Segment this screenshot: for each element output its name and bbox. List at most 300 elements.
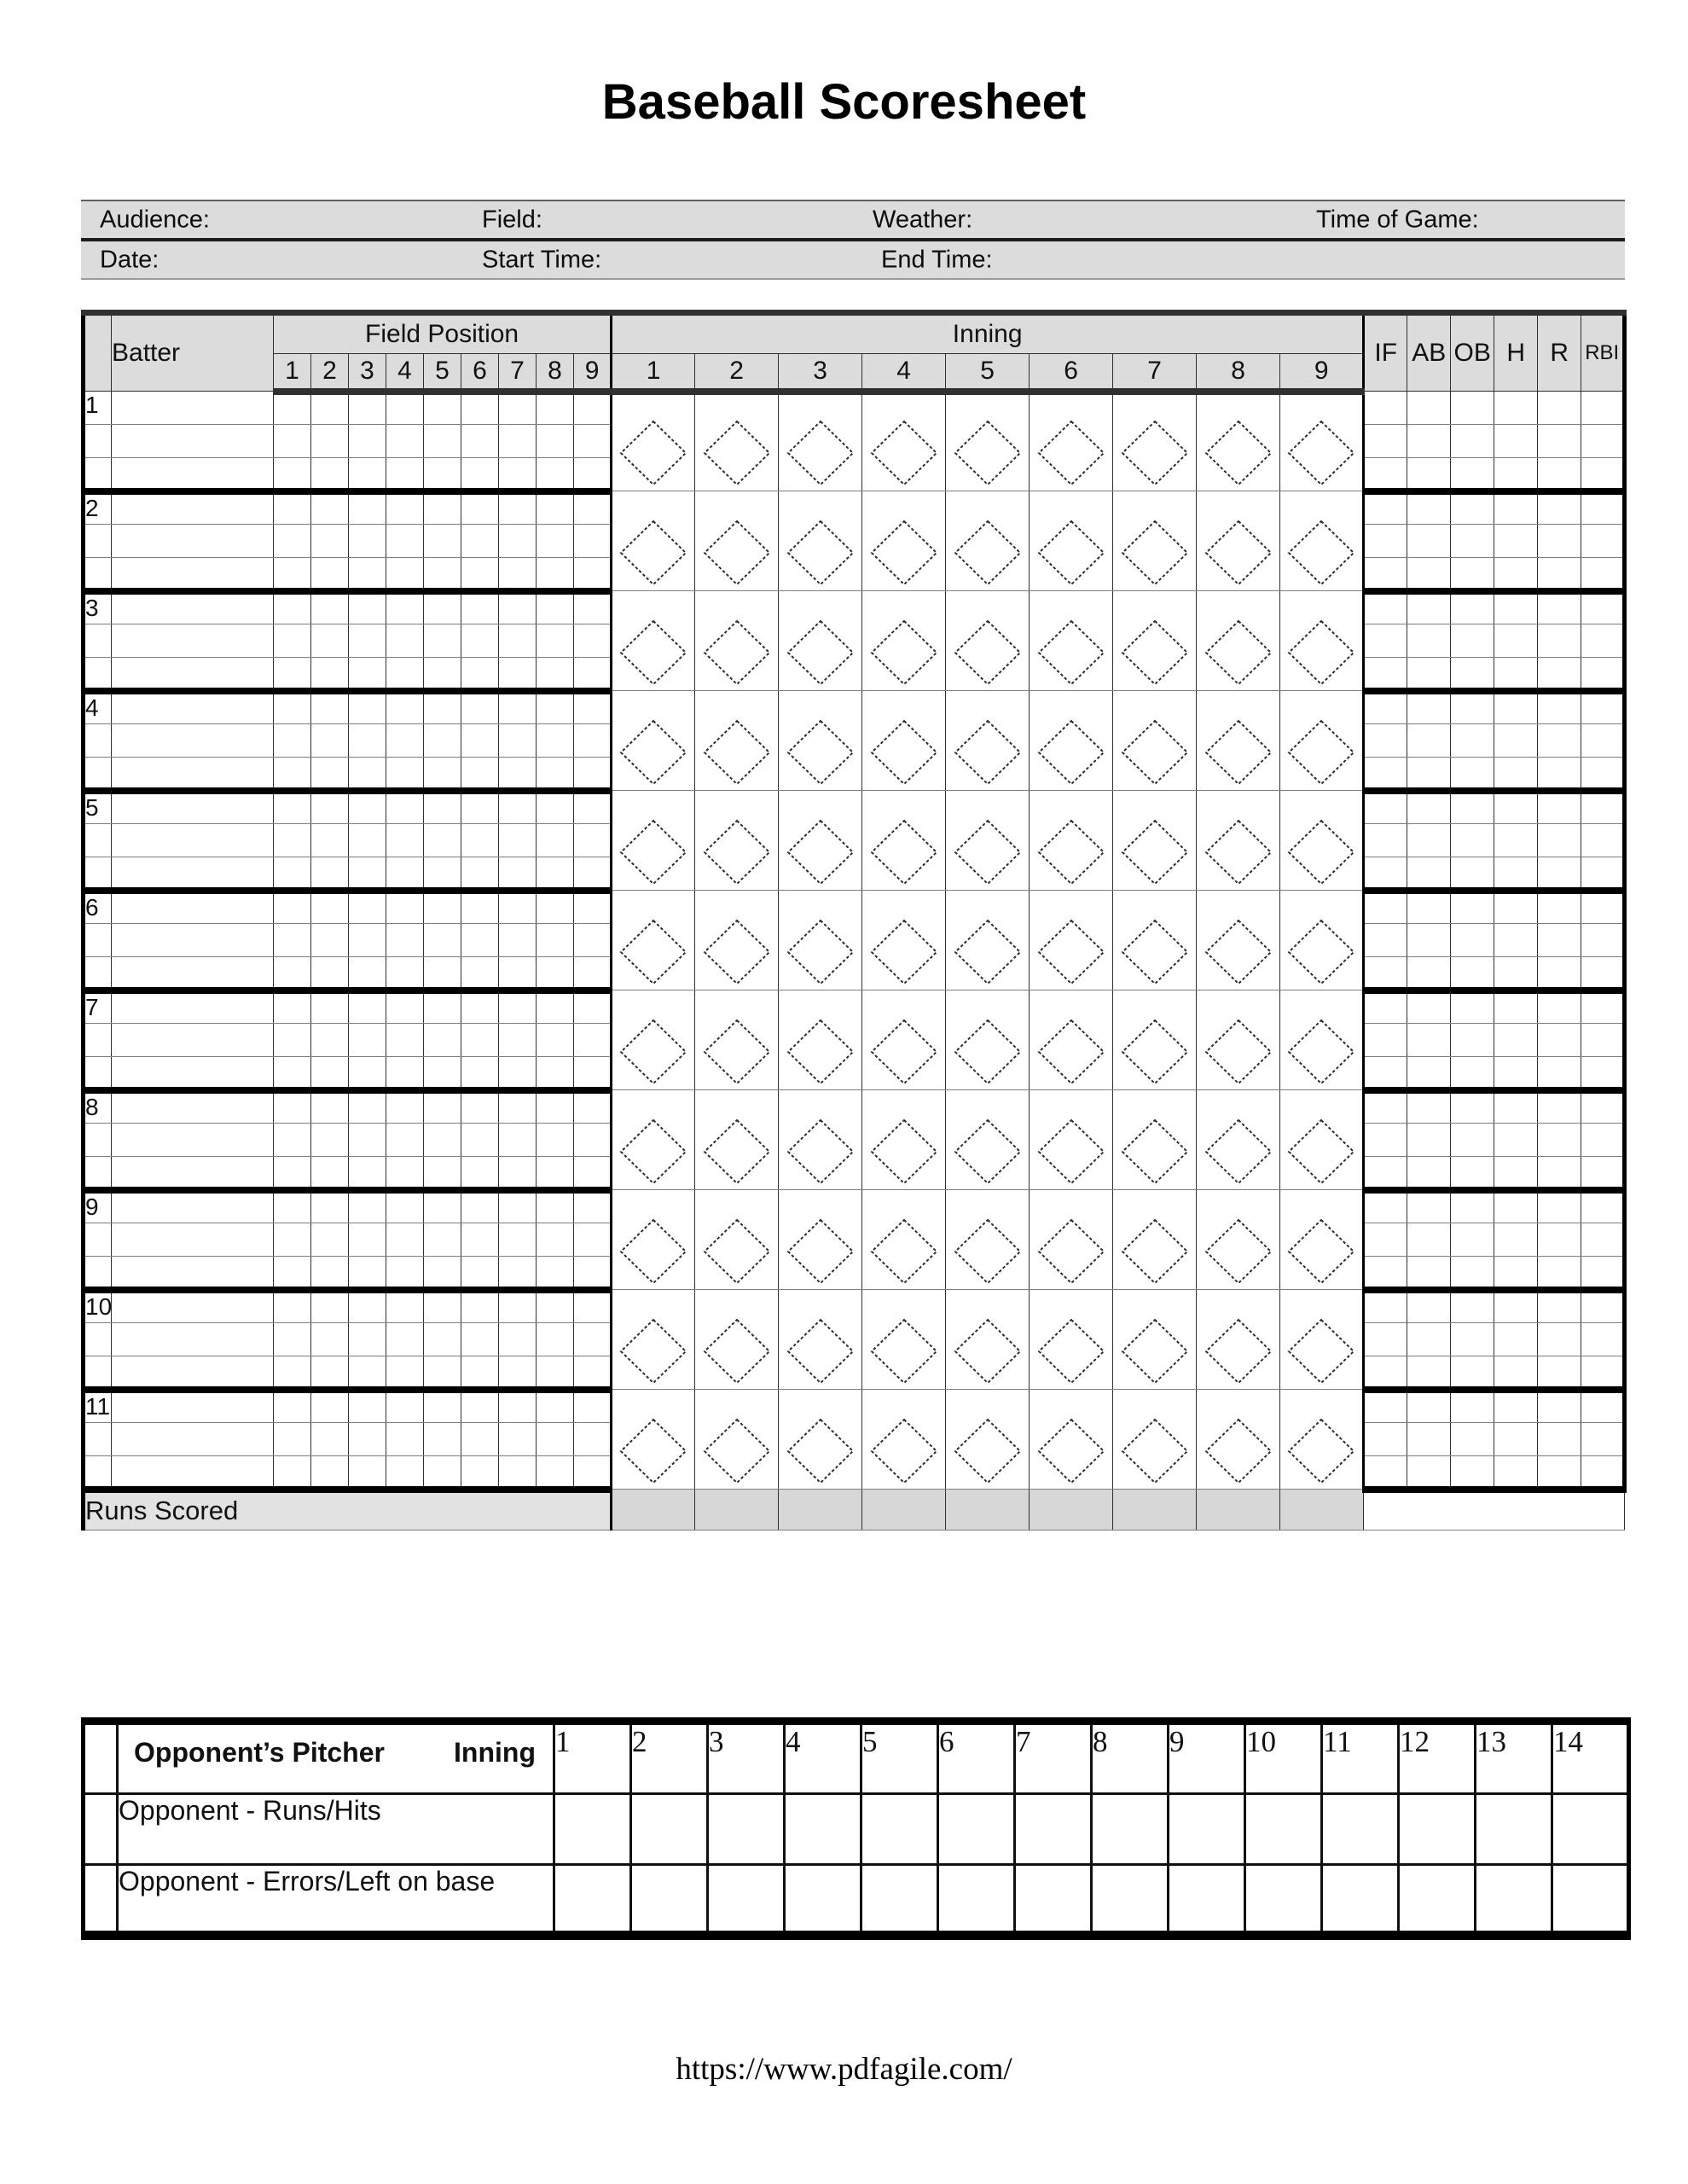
field-position-cell[interactable] <box>461 924 499 957</box>
field-position-cell[interactable] <box>574 624 612 658</box>
field-position-cell[interactable] <box>424 1390 461 1423</box>
inning-diamond-cell[interactable] <box>695 891 779 990</box>
field-position-cell[interactable] <box>424 1090 461 1124</box>
stat-cell[interactable] <box>1364 591 1407 624</box>
field-position-cell[interactable] <box>349 1223 386 1257</box>
stat-cell[interactable] <box>1581 791 1625 824</box>
stat-cell[interactable] <box>1494 857 1538 891</box>
field-position-cell[interactable] <box>311 691 349 724</box>
opponent-inning-cell[interactable] <box>554 1794 631 1865</box>
field-position-cell[interactable] <box>424 491 461 525</box>
stat-cell[interactable] <box>1538 1157 1581 1190</box>
field-position-cell[interactable] <box>537 1124 574 1157</box>
field-position-cell[interactable] <box>274 1423 311 1456</box>
stat-cell[interactable] <box>1407 1257 1451 1290</box>
field-position-cell[interactable] <box>461 624 499 658</box>
stat-cell[interactable] <box>1451 1423 1494 1456</box>
field-position-cell[interactable] <box>386 491 424 525</box>
stat-cell[interactable] <box>1538 1090 1581 1124</box>
field-position-cell[interactable] <box>574 1323 612 1356</box>
field-position-cell[interactable] <box>574 392 612 425</box>
field-position-cell[interactable] <box>537 525 574 558</box>
runs-scored-cell[interactable] <box>612 1490 695 1531</box>
field-position-cell[interactable] <box>311 458 349 491</box>
inning-diamond-cell[interactable] <box>1280 1190 1364 1290</box>
inning-diamond-cell[interactable] <box>1280 1290 1364 1390</box>
field-position-cell[interactable] <box>537 558 574 591</box>
stat-cell[interactable] <box>1538 824 1581 857</box>
inning-diamond-cell[interactable] <box>862 392 946 491</box>
field-position-cell[interactable] <box>386 724 424 758</box>
stat-cell[interactable] <box>1407 857 1451 891</box>
field-position-cell[interactable] <box>386 990 424 1024</box>
inning-diamond-cell[interactable] <box>612 591 695 691</box>
inning-diamond-cell[interactable] <box>946 491 1030 591</box>
stat-cell[interactable] <box>1364 724 1407 758</box>
stat-cell[interactable] <box>1538 1124 1581 1157</box>
stat-cell[interactable] <box>1494 1223 1538 1257</box>
runs-scored-cell[interactable] <box>1113 1490 1197 1531</box>
stat-cell[interactable] <box>1364 624 1407 658</box>
stat-cell[interactable] <box>1494 824 1538 857</box>
opponent-inning-cell[interactable] <box>1015 1865 1092 1936</box>
stat-cell[interactable] <box>1451 658 1494 691</box>
field-position-cell[interactable] <box>537 1390 574 1423</box>
field-position-cell[interactable] <box>311 624 349 658</box>
stat-cell[interactable] <box>1451 1390 1494 1423</box>
field-position-cell[interactable] <box>311 1124 349 1157</box>
stat-cell[interactable] <box>1581 1024 1625 1057</box>
stat-cell[interactable] <box>1451 591 1494 624</box>
field-position-cell[interactable] <box>537 1090 574 1124</box>
stat-cell[interactable] <box>1451 558 1494 591</box>
stat-cell[interactable] <box>1494 1190 1538 1223</box>
field-position-cell[interactable] <box>537 724 574 758</box>
stat-cell[interactable] <box>1407 558 1451 591</box>
field-position-cell[interactable] <box>349 1124 386 1157</box>
field-position-cell[interactable] <box>537 691 574 724</box>
inning-diamond-cell[interactable] <box>1113 591 1197 691</box>
field-position-cell[interactable] <box>574 758 612 791</box>
field-position-cell[interactable] <box>499 558 537 591</box>
inning-diamond-cell[interactable] <box>1280 1390 1364 1490</box>
stat-cell[interactable] <box>1494 458 1538 491</box>
inning-diamond-cell[interactable] <box>612 691 695 791</box>
stat-cell[interactable] <box>1581 392 1625 425</box>
stat-cell[interactable] <box>1451 924 1494 957</box>
inning-diamond-cell[interactable] <box>612 1290 695 1390</box>
field-position-cell[interactable] <box>311 1390 349 1423</box>
stat-cell[interactable] <box>1364 1057 1407 1090</box>
inning-diamond-cell[interactable] <box>1030 491 1113 591</box>
field-position-cell[interactable] <box>424 1190 461 1223</box>
field-position-cell[interactable] <box>274 558 311 591</box>
field-position-cell[interactable] <box>574 558 612 591</box>
field-position-cell[interactable] <box>461 1390 499 1423</box>
field-position-cell[interactable] <box>311 1257 349 1290</box>
field-position-cell[interactable] <box>537 624 574 658</box>
field-position-cell[interactable] <box>499 392 537 425</box>
inning-diamond-cell[interactable] <box>695 791 779 891</box>
field-position-cell[interactable] <box>499 824 537 857</box>
stat-cell[interactable] <box>1407 990 1451 1024</box>
batter-name-cell[interactable] <box>112 1456 274 1490</box>
stat-cell[interactable] <box>1581 957 1625 990</box>
inning-diamond-cell[interactable] <box>612 1090 695 1190</box>
stat-cell[interactable] <box>1451 724 1494 758</box>
field-position-cell[interactable] <box>461 1124 499 1157</box>
stat-cell[interactable] <box>1364 392 1407 425</box>
stat-cell[interactable] <box>1538 758 1581 791</box>
inning-diamond-cell[interactable] <box>1197 1390 1280 1490</box>
field-position-cell[interactable] <box>461 1257 499 1290</box>
stat-cell[interactable] <box>1581 1290 1625 1323</box>
stat-cell[interactable] <box>1451 1157 1494 1190</box>
field-position-cell[interactable] <box>461 791 499 824</box>
field-position-cell[interactable] <box>574 525 612 558</box>
field-position-cell[interactable] <box>386 1290 424 1323</box>
field-position-cell[interactable] <box>274 624 311 658</box>
batter-name-cell[interactable] <box>112 1024 274 1057</box>
inning-diamond-cell[interactable] <box>946 392 1030 491</box>
field-position-cell[interactable] <box>424 558 461 591</box>
stat-cell[interactable] <box>1451 1257 1494 1290</box>
stat-cell[interactable] <box>1407 891 1451 924</box>
field-position-cell[interactable] <box>499 1290 537 1323</box>
inning-diamond-cell[interactable] <box>612 1190 695 1290</box>
inning-diamond-cell[interactable] <box>862 1090 946 1190</box>
field-position-cell[interactable] <box>274 1057 311 1090</box>
batter-name-cell[interactable] <box>112 425 274 458</box>
stat-cell[interactable] <box>1581 1190 1625 1223</box>
field-position-cell[interactable] <box>349 857 386 891</box>
field-position-cell[interactable] <box>574 1423 612 1456</box>
inning-diamond-cell[interactable] <box>1197 591 1280 691</box>
stat-cell[interactable] <box>1407 624 1451 658</box>
field-position-cell[interactable] <box>537 924 574 957</box>
inning-diamond-cell[interactable] <box>1030 1190 1113 1290</box>
batter-name-cell[interactable] <box>112 1257 274 1290</box>
stat-cell[interactable] <box>1581 1124 1625 1157</box>
stat-cell[interactable] <box>1407 491 1451 525</box>
inning-diamond-cell[interactable] <box>779 691 862 791</box>
field-position-cell[interactable] <box>537 857 574 891</box>
inning-diamond-cell[interactable] <box>862 591 946 691</box>
stat-cell[interactable] <box>1581 1456 1625 1490</box>
field-position-cell[interactable] <box>499 758 537 791</box>
field-position-cell[interactable] <box>499 1356 537 1390</box>
field-position-cell[interactable] <box>386 957 424 990</box>
stat-cell[interactable] <box>1494 1290 1538 1323</box>
stat-cell[interactable] <box>1407 1390 1451 1423</box>
field-position-cell[interactable] <box>537 1190 574 1223</box>
inning-diamond-cell[interactable] <box>779 891 862 990</box>
stat-cell[interactable] <box>1451 791 1494 824</box>
stat-cell[interactable] <box>1538 591 1581 624</box>
stat-cell[interactable] <box>1407 1323 1451 1356</box>
stat-cell[interactable] <box>1364 957 1407 990</box>
stat-cell[interactable] <box>1494 558 1538 591</box>
stat-cell[interactable] <box>1538 1356 1581 1390</box>
field-position-cell[interactable] <box>386 591 424 624</box>
opponent-inning-cell[interactable] <box>631 1865 708 1936</box>
opponent-inning-cell[interactable] <box>1476 1865 1552 1936</box>
stat-cell[interactable] <box>1451 990 1494 1024</box>
field-position-cell[interactable] <box>461 891 499 924</box>
inning-diamond-cell[interactable] <box>862 891 946 990</box>
field-position-cell[interactable] <box>537 1456 574 1490</box>
field-position-cell[interactable] <box>311 990 349 1024</box>
stat-cell[interactable] <box>1364 857 1407 891</box>
opponent-inning-cell[interactable] <box>938 1865 1015 1936</box>
stat-cell[interactable] <box>1364 1090 1407 1124</box>
field-position-cell[interactable] <box>574 1223 612 1257</box>
stat-cell[interactable] <box>1581 1257 1625 1290</box>
stat-cell[interactable] <box>1538 924 1581 957</box>
stat-cell[interactable] <box>1364 425 1407 458</box>
inning-diamond-cell[interactable] <box>946 990 1030 1090</box>
field-position-cell[interactable] <box>574 824 612 857</box>
batter-name-cell[interactable] <box>112 957 274 990</box>
field-position-cell[interactable] <box>537 591 574 624</box>
opponent-inning-cell[interactable] <box>785 1794 861 1865</box>
batter-name-cell[interactable] <box>112 1057 274 1090</box>
stat-cell[interactable] <box>1538 1456 1581 1490</box>
opponent-inning-cell[interactable] <box>1092 1865 1169 1936</box>
stat-cell[interactable] <box>1581 724 1625 758</box>
field-position-cell[interactable] <box>349 624 386 658</box>
field-position-cell[interactable] <box>574 425 612 458</box>
inning-diamond-cell[interactable] <box>1030 1290 1113 1390</box>
field-position-cell[interactable] <box>537 1323 574 1356</box>
stat-cell[interactable] <box>1538 990 1581 1024</box>
inning-diamond-cell[interactable] <box>1113 891 1197 990</box>
inning-diamond-cell[interactable] <box>862 791 946 891</box>
inning-diamond-cell[interactable] <box>1280 392 1364 491</box>
field-position-cell[interactable] <box>424 1024 461 1057</box>
opponent-inning-cell[interactable] <box>1399 1794 1476 1865</box>
stat-cell[interactable] <box>1538 1323 1581 1356</box>
stat-cell[interactable] <box>1364 458 1407 491</box>
stat-cell[interactable] <box>1581 1423 1625 1456</box>
field-position-cell[interactable] <box>499 1456 537 1490</box>
field-position-cell[interactable] <box>574 957 612 990</box>
inning-diamond-cell[interactable] <box>1280 891 1364 990</box>
field-position-cell[interactable] <box>537 1223 574 1257</box>
field-position-cell[interactable] <box>537 392 574 425</box>
inning-diamond-cell[interactable] <box>695 491 779 591</box>
field-position-cell[interactable] <box>274 891 311 924</box>
field-position-cell[interactable] <box>311 824 349 857</box>
field-position-cell[interactable] <box>537 425 574 458</box>
inning-diamond-cell[interactable] <box>1113 1190 1197 1290</box>
field-position-cell[interactable] <box>386 791 424 824</box>
stat-cell[interactable] <box>1538 891 1581 924</box>
field-position-cell[interactable] <box>386 1323 424 1356</box>
inning-diamond-cell[interactable] <box>695 1290 779 1390</box>
field-position-cell[interactable] <box>574 1456 612 1490</box>
stat-cell[interactable] <box>1538 525 1581 558</box>
field-position-cell[interactable] <box>499 924 537 957</box>
field-position-cell[interactable] <box>349 558 386 591</box>
field-position-cell[interactable] <box>386 824 424 857</box>
opponent-inning-cell[interactable] <box>1245 1865 1322 1936</box>
field-position-cell[interactable] <box>574 990 612 1024</box>
field-position-cell[interactable] <box>537 891 574 924</box>
field-position-cell[interactable] <box>274 758 311 791</box>
stat-cell[interactable] <box>1364 1024 1407 1057</box>
field-position-cell[interactable] <box>274 691 311 724</box>
field-position-cell[interactable] <box>461 491 499 525</box>
field-position-cell[interactable] <box>311 1423 349 1456</box>
batter-name-cell[interactable] <box>112 1090 274 1124</box>
field-position-cell[interactable] <box>499 458 537 491</box>
field-position-cell[interactable] <box>386 691 424 724</box>
batter-name-cell[interactable] <box>112 392 274 425</box>
field-position-cell[interactable] <box>424 1223 461 1257</box>
field-position-cell[interactable] <box>311 957 349 990</box>
field-position-cell[interactable] <box>499 724 537 758</box>
inning-diamond-cell[interactable] <box>1197 491 1280 591</box>
opponent-inning-cell[interactable] <box>631 1794 708 1865</box>
stat-cell[interactable] <box>1407 1124 1451 1157</box>
field-position-cell[interactable] <box>537 491 574 525</box>
field-position-cell[interactable] <box>349 891 386 924</box>
opponent-inning-cell[interactable] <box>708 1865 785 1936</box>
field-position-cell[interactable] <box>424 1290 461 1323</box>
stat-cell[interactable] <box>1364 525 1407 558</box>
stat-cell[interactable] <box>1364 491 1407 525</box>
stat-cell[interactable] <box>1581 857 1625 891</box>
inning-diamond-cell[interactable] <box>779 1090 862 1190</box>
batter-name-cell[interactable] <box>112 691 274 724</box>
field-position-cell[interactable] <box>461 1323 499 1356</box>
stat-cell[interactable] <box>1494 758 1538 791</box>
field-position-cell[interactable] <box>349 758 386 791</box>
field-position-cell[interactable] <box>274 824 311 857</box>
stat-cell[interactable] <box>1494 1090 1538 1124</box>
field-position-cell[interactable] <box>574 1057 612 1090</box>
field-position-cell[interactable] <box>349 924 386 957</box>
field-position-cell[interactable] <box>311 558 349 591</box>
field-position-cell[interactable] <box>574 857 612 891</box>
stat-cell[interactable] <box>1364 791 1407 824</box>
batter-name-cell[interactable] <box>112 1390 274 1423</box>
field-position-cell[interactable] <box>274 392 311 425</box>
stat-cell[interactable] <box>1494 525 1538 558</box>
field-position-cell[interactable] <box>499 591 537 624</box>
field-position-cell[interactable] <box>424 691 461 724</box>
runs-scored-cell[interactable] <box>695 1490 779 1531</box>
batter-name-cell[interactable] <box>112 724 274 758</box>
field-position-cell[interactable] <box>424 1057 461 1090</box>
stat-cell[interactable] <box>1494 425 1538 458</box>
stat-cell[interactable] <box>1451 1090 1494 1124</box>
field-position-cell[interactable] <box>386 392 424 425</box>
field-position-cell[interactable] <box>461 824 499 857</box>
field-position-cell[interactable] <box>574 1390 612 1423</box>
field-position-cell[interactable] <box>461 392 499 425</box>
stat-cell[interactable] <box>1364 1190 1407 1223</box>
field-position-cell[interactable] <box>537 957 574 990</box>
stat-cell[interactable] <box>1494 990 1538 1024</box>
stat-cell[interactable] <box>1538 558 1581 591</box>
inning-diamond-cell[interactable] <box>612 791 695 891</box>
field-position-cell[interactable] <box>424 791 461 824</box>
stat-cell[interactable] <box>1581 491 1625 525</box>
field-position-cell[interactable] <box>574 591 612 624</box>
field-position-cell[interactable] <box>574 458 612 491</box>
field-position-cell[interactable] <box>424 458 461 491</box>
stat-cell[interactable] <box>1451 691 1494 724</box>
field-position-cell[interactable] <box>349 1024 386 1057</box>
field-position-cell[interactable] <box>274 1356 311 1390</box>
stat-cell[interactable] <box>1494 691 1538 724</box>
inning-diamond-cell[interactable] <box>1030 891 1113 990</box>
field-position-cell[interactable] <box>574 924 612 957</box>
field-position-cell[interactable] <box>574 658 612 691</box>
inning-diamond-cell[interactable] <box>1197 990 1280 1090</box>
field-position-cell[interactable] <box>424 392 461 425</box>
batter-name-cell[interactable] <box>112 1190 274 1223</box>
field-position-cell[interactable] <box>499 1390 537 1423</box>
batter-name-cell[interactable] <box>112 758 274 791</box>
field-position-cell[interactable] <box>537 758 574 791</box>
field-position-cell[interactable] <box>574 691 612 724</box>
field-position-cell[interactable] <box>386 1190 424 1223</box>
field-position-cell[interactable] <box>499 957 537 990</box>
inning-diamond-cell[interactable] <box>695 591 779 691</box>
field-position-cell[interactable] <box>349 525 386 558</box>
stat-cell[interactable] <box>1364 1390 1407 1423</box>
stat-cell[interactable] <box>1494 1157 1538 1190</box>
field-position-cell[interactable] <box>499 624 537 658</box>
stat-cell[interactable] <box>1538 1190 1581 1223</box>
stat-cell[interactable] <box>1451 1456 1494 1490</box>
field-position-cell[interactable] <box>461 857 499 891</box>
inning-diamond-cell[interactable] <box>1280 691 1364 791</box>
field-position-cell[interactable] <box>349 1423 386 1456</box>
field-position-cell[interactable] <box>574 724 612 758</box>
stat-cell[interactable] <box>1494 791 1538 824</box>
field-position-cell[interactable] <box>386 1024 424 1057</box>
stat-cell[interactable] <box>1451 425 1494 458</box>
stat-cell[interactable] <box>1581 624 1625 658</box>
stat-cell[interactable] <box>1451 758 1494 791</box>
field-position-cell[interactable] <box>537 658 574 691</box>
stat-cell[interactable] <box>1581 658 1625 691</box>
inning-diamond-cell[interactable] <box>946 1090 1030 1190</box>
field-position-cell[interactable] <box>386 758 424 791</box>
stat-cell[interactable] <box>1538 658 1581 691</box>
field-position-cell[interactable] <box>461 1190 499 1223</box>
field-position-cell[interactable] <box>461 1423 499 1456</box>
stat-cell[interactable] <box>1364 1124 1407 1157</box>
stat-cell[interactable] <box>1538 1390 1581 1423</box>
batter-name-cell[interactable] <box>112 558 274 591</box>
stat-cell[interactable] <box>1407 1456 1451 1490</box>
inning-diamond-cell[interactable] <box>862 691 946 791</box>
inning-diamond-cell[interactable] <box>1113 691 1197 791</box>
field-position-cell[interactable] <box>386 1124 424 1157</box>
stat-cell[interactable] <box>1364 658 1407 691</box>
inning-diamond-cell[interactable] <box>862 1290 946 1390</box>
field-position-cell[interactable] <box>349 1090 386 1124</box>
field-position-cell[interactable] <box>537 458 574 491</box>
batter-name-cell[interactable] <box>112 1124 274 1157</box>
stat-cell[interactable] <box>1581 1223 1625 1257</box>
stat-cell[interactable] <box>1364 1323 1407 1356</box>
